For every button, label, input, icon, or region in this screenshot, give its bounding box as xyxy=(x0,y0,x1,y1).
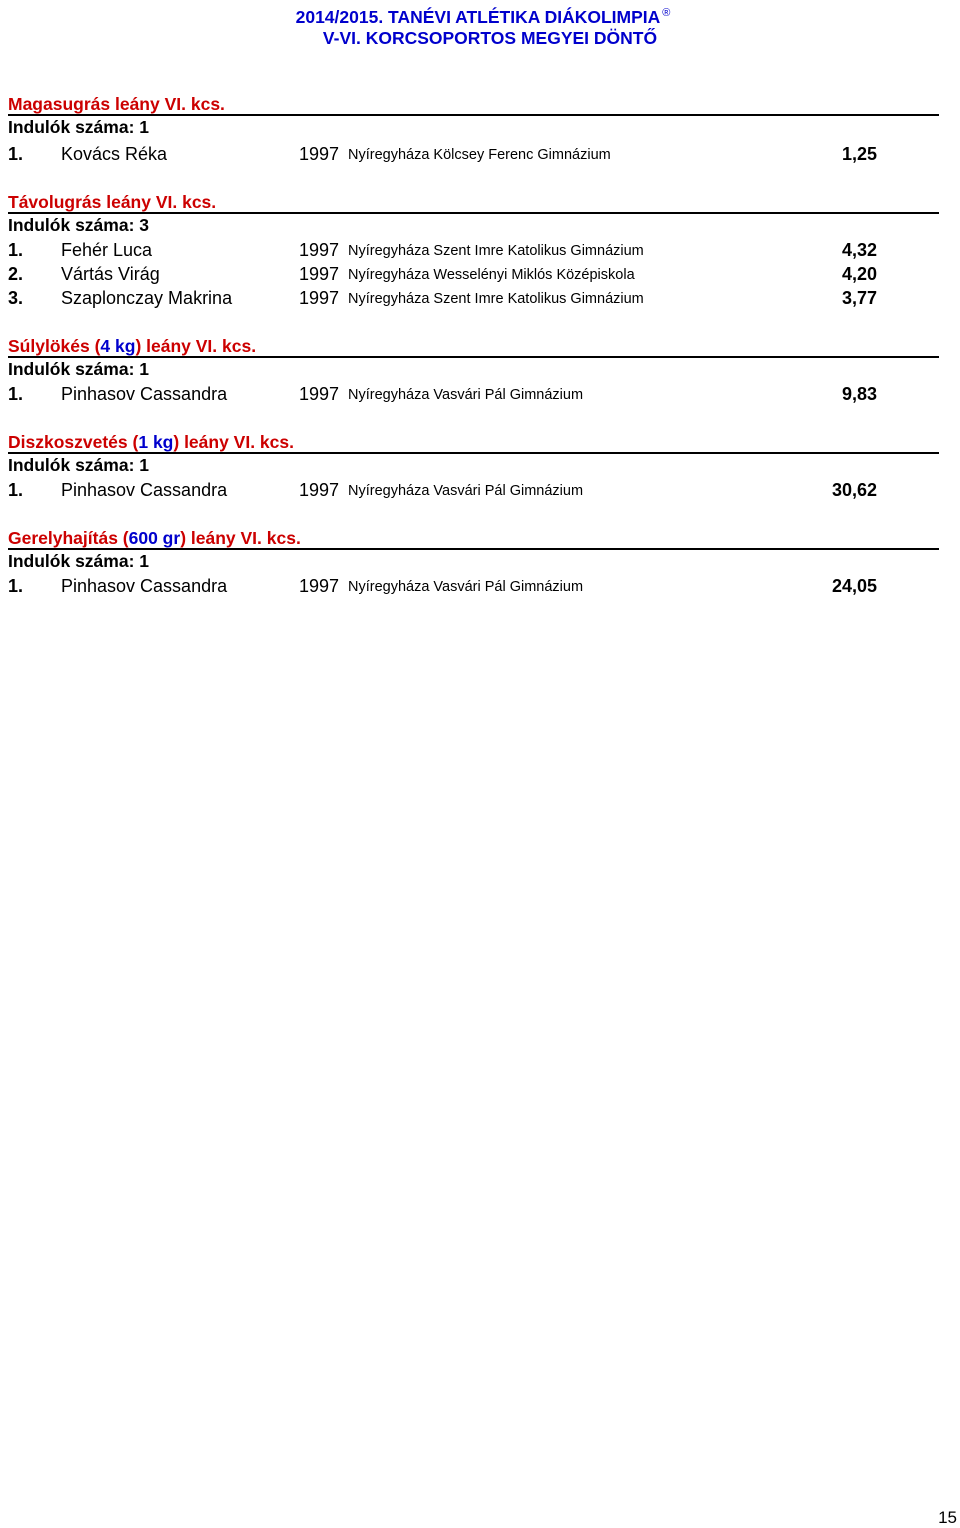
athlete-name: Pinhasov Cassandra xyxy=(61,576,228,596)
result-row xyxy=(0,574,960,598)
event-title-text: Magasugrás leány VI. kcs. xyxy=(8,94,225,114)
birth-year: 1997 xyxy=(299,384,340,404)
event-title-text: ) leány VI. kcs. xyxy=(173,432,294,452)
document-header xyxy=(0,0,960,52)
birth-year: 1997 xyxy=(299,264,340,284)
page-number: 15 xyxy=(938,1508,957,1527)
event-title-text: ) leány VI. kcs. xyxy=(135,336,257,356)
school: Nyíregyháza Vasvári Pál Gimnázium xyxy=(348,579,584,595)
event-title-text: Súlylökés ( xyxy=(8,336,101,356)
rank: 2. xyxy=(8,264,24,284)
result-value: 4,20 xyxy=(841,264,877,284)
birth-year: 1997 xyxy=(299,240,340,260)
school: Nyíregyháza Vasvári Pál Gimnázium xyxy=(348,483,584,499)
athlete-name: Pinhasov Cassandra xyxy=(61,384,228,404)
event-title xyxy=(8,431,294,453)
athlete-name: Pinhasov Cassandra xyxy=(61,480,228,500)
header-title xyxy=(3,3,960,27)
result-value: 4,32 xyxy=(841,240,877,260)
athlete-name: Fehér Luca xyxy=(61,240,153,260)
rank: 1. xyxy=(8,240,24,260)
birth-year: 1997 xyxy=(299,480,340,500)
event-title xyxy=(8,93,225,115)
entrant-count: Indulók száma: 1 xyxy=(8,455,150,475)
result-row xyxy=(0,142,960,166)
entrant-count: Indulók száma: 3 xyxy=(8,215,150,235)
result-value: 3,77 xyxy=(841,288,877,308)
athlete-name: Szaplonczay Makrina xyxy=(61,288,233,308)
entrant-count: Indulók száma: 1 xyxy=(8,117,150,137)
event-title-text: ) leány VI. kcs. xyxy=(180,528,301,548)
school: Nyíregyháza Wesselényi Miklós Középiskola xyxy=(348,267,635,283)
rank: 1. xyxy=(8,144,24,164)
result-value: 24,05 xyxy=(831,576,877,596)
header-title-text: 2014/2015. TANÉVI ATLÉTIKA DIÁKOLIMPIA xyxy=(295,6,661,27)
rank: 1. xyxy=(8,480,24,500)
rank: 1. xyxy=(8,384,24,404)
school: Nyíregyháza Vasvári Pál Gimnázium xyxy=(348,387,584,403)
entrant-count: Indulók száma: 1 xyxy=(8,551,150,571)
school: Nyíregyháza Kölcsey Ferenc Gimnázium xyxy=(348,147,611,163)
result-row xyxy=(0,286,960,310)
result-value: 9,83 xyxy=(841,384,877,404)
rank: 1. xyxy=(8,576,24,596)
weight-spec: 1 kg xyxy=(138,432,174,452)
result-value: 30,62 xyxy=(831,480,877,500)
registered-mark: ® xyxy=(662,7,671,19)
birth-year: 1997 xyxy=(299,288,340,308)
entrant-count: Indulók száma: 1 xyxy=(8,359,150,379)
event-title xyxy=(8,335,256,357)
weight-spec: 4 kg xyxy=(100,336,136,356)
event-title-text: Diszkoszvetés ( xyxy=(8,432,139,452)
event-title-text: Gerelyhajítás ( xyxy=(8,528,129,548)
result-value: 1,25 xyxy=(841,144,877,164)
result-row xyxy=(0,262,960,286)
event-title-text: Távolugrás leány VI. kcs. xyxy=(8,192,217,212)
birth-year: 1997 xyxy=(299,576,340,596)
birth-year: 1997 xyxy=(299,144,340,164)
rank: 3. xyxy=(8,288,24,308)
weight-spec: 600 gr xyxy=(128,528,181,548)
school: Nyíregyháza Szent Imre Katolikus Gimnázium xyxy=(348,243,644,259)
result-row xyxy=(0,238,960,262)
school: Nyíregyháza Szent Imre Katolikus Gimnázium xyxy=(348,291,644,307)
header-subtitle: V-VI. KORCSOPORTOS MEGYEI DÖNTŐ xyxy=(322,28,658,48)
athlete-name: Vártás Virág xyxy=(61,264,160,284)
event-title xyxy=(8,527,301,549)
athlete-name: Kovács Réka xyxy=(61,144,168,164)
event-title xyxy=(8,191,216,213)
result-row xyxy=(0,382,960,406)
result-row xyxy=(0,478,960,502)
